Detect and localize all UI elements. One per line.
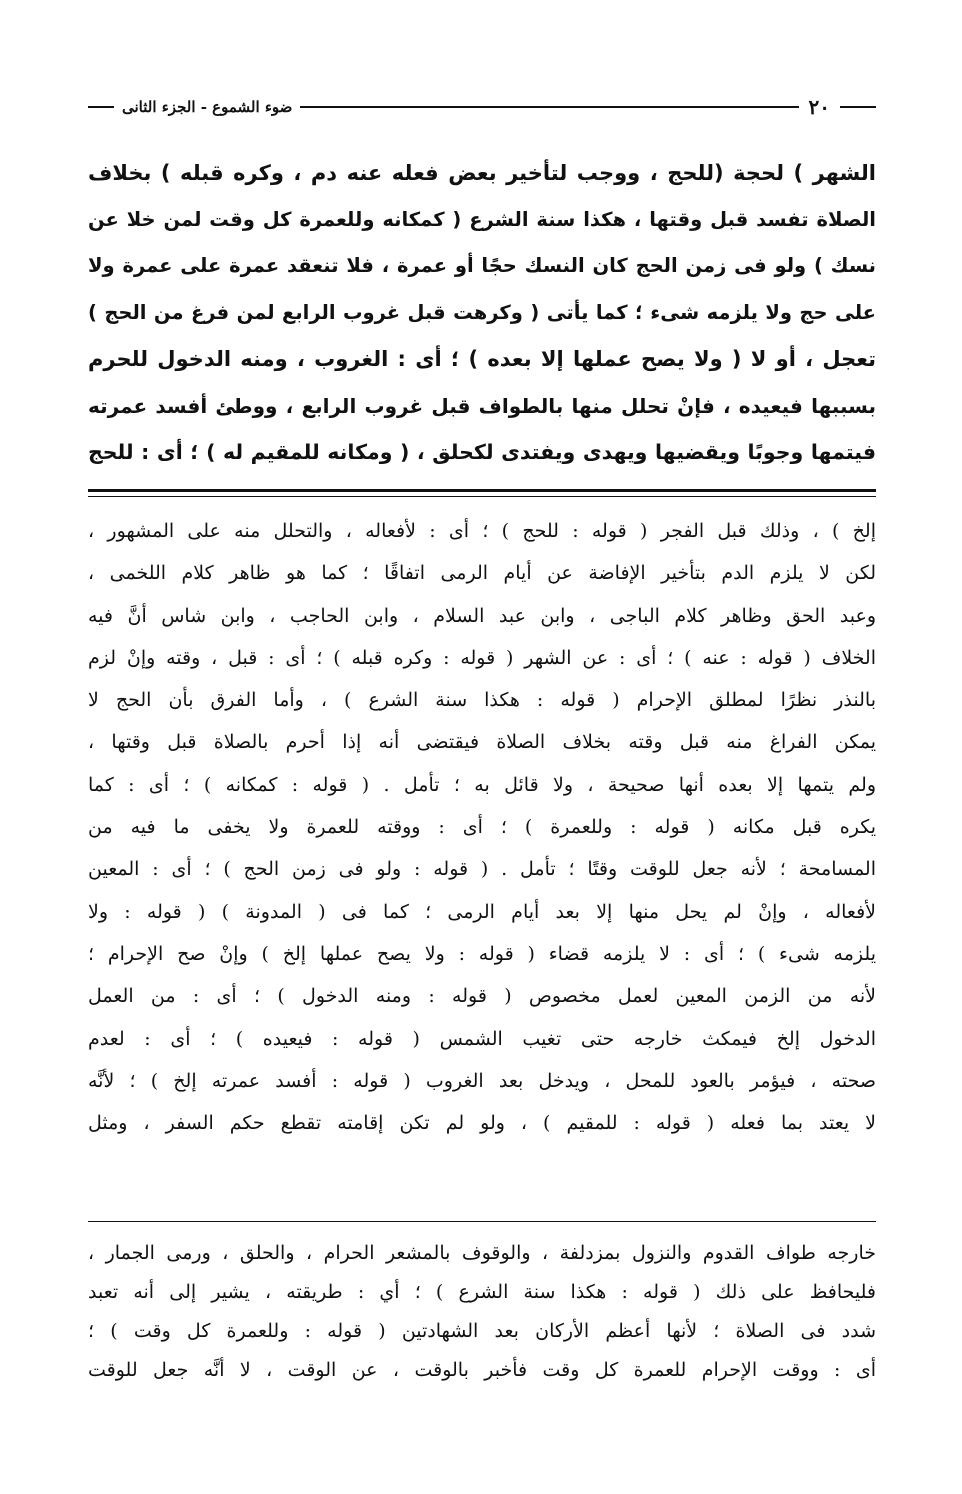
commentary-text [88, 510, 876, 1144]
commentary-line: لأنه من الزمن المعين لعمل مخصوص ( قوله : ومنه الدخول ) ؛ أى : من العمل [88, 985, 876, 1008]
footnote-line: خارجه طواف القدوم والنزول بمزدلفة ، والوقوف بالمشعر الحرام ، والحلق ، ورمى الجمار ، [88, 1242, 876, 1264]
header-rule-left [88, 106, 114, 108]
footnote-line: أى : ووقت الإحرام للعمرة كل وقت فأخبر بالوقت ، عن الوقت ، لا أنَّه جعل للوقت [88, 1359, 876, 1381]
commentary-line: لكن لا يلزم الدم بتأخير الإفاضة عن أيام الرمى اتفاقًا ؛ كما هو ظاهر كلام اللخمى ، [88, 562, 876, 585]
commentary-line: بالنذر نظرًا لمطلق الإحرام ( قوله : هكذا سنة الشرع ) ، وأما الفرق بأن الحج لا [88, 689, 876, 712]
commentary-line: ولم يتمها إلا بعده أنها صحيحة ، ولا قائل به ؛ تأمل . ( قوله : كمكانه ) ؛ أى : كما [88, 773, 876, 796]
main-text-line: الشهر ) لحجة (للحج ، ووجب لتأخير بعض فعله عنه دم ، وكره قبله ) بخلاف [88, 161, 876, 185]
commentary-line: الخلاف ( قوله : عنه ) ؛ أى : عن الشهر ( قوله : وكره قبله ) ؛ أى : قبل ، وقته وإنْ لزم [88, 646, 876, 669]
page-number: ٢٠ [808, 95, 830, 119]
footnote-divider [88, 1221, 876, 1222]
main-text-line: نسك ) ولو فى زمن الحج كان النسك حجًا أو عمرة ، فلا تنعقد عمرة على عمرة ولا [88, 254, 876, 277]
section-divider-thin [88, 496, 876, 497]
header-rule-middle [300, 106, 798, 108]
footnote-text [88, 1234, 876, 1390]
commentary-line: لا يعتد بما فعله ( قوله : للمقيم ) ، ولو لم تكن إقامته تقطع حكم السفر ، ومثل [88, 1112, 876, 1135]
commentary-line: لأفعاله ، وإنْ لم يحل منها إلا بعد أيام الرمى ؛ كما فى ( المدونة ) ( قوله : ولا [88, 900, 876, 923]
commentary-line: إلخ ) ، وذلك قبل الفجر ( قوله : للحج ) ؛ أى : لأفعاله ، والتحلل منه على المشهور ، [88, 520, 876, 542]
footnote-line: شدد فى الصلاة ؛ لأنها أعظم الأركان بعد الشهادتين ( قوله : وللعمرة كل وقت ) ؛ [88, 1320, 876, 1342]
main-text-line: على حج ولا يلزمه شىء ؛ كما يأتى ( وكرهت قبل غروب الرابع لمن فرغ من الحج ) [88, 300, 876, 324]
commentary-line: يمكن الفراغ منه قبل وقته بخلاف الصلاة فيقتضى أنه إذا أحرم بالصلاة قبل وقتها ، [88, 731, 876, 754]
section-divider-thick [88, 489, 876, 492]
commentary-line: صحته ، فيؤمر بالعود للمحل ، ويدخل بعد الغروب ( قوله : أفسد عمرته إلخ ) ؛ لأنَّه [88, 1069, 876, 1092]
main-text-line: بسببها فيعيده ، فإنْ تحلل منها بالطواف قبل غروب الرابع ، ووطئ أفسد عمرته [88, 393, 876, 418]
commentary-line: يلزمه شىء ) ؛ أى : لا يلزمه قضاء ( قوله : ولا يصح عملها إلخ ) وإنْ صح الإحرام ؛ [88, 942, 876, 965]
commentary-line: المسامحة ؛ لأنه جعل للوقت وقتًا ؛ تأمل . ( قوله : ولو فى زمن الحج ) ؛ أى : المعين [88, 858, 876, 881]
header-title: ضوء الشموع - الجزء الثانى [122, 98, 293, 116]
running-header [88, 92, 876, 122]
commentary-line: الدخول إلخ فيمكث خارجه حتى تغيب الشمس ( قوله : فيعيده ) ؛ أى : لعدم [88, 1027, 876, 1050]
header-rule-right [840, 106, 876, 108]
main-text [88, 150, 876, 476]
main-text-line: تعجل ، أو لا ( ولا يصح عملها إلا بعده ) ؛ أى : الغروب ، ومنه الدخول للحرم [88, 347, 876, 371]
main-text-line: فيتمها وجوبًا ويقضيها ويهدى ويفتدى لكحلق ، ( ومكانه للمقيم له ) ؛ أى : للحج [88, 440, 876, 464]
commentary-line: وعبد الحق وظاهر كلام الباجى ، وابن عبد السلام ، وابن الحاجب ، وابن شاس أنَّ فيه [88, 604, 876, 627]
commentary-line: يكره قبل مكانه ( قوله : وللعمرة ) ؛ أى : ووقته للعمرة ولا يخفى ما فيه من [88, 816, 876, 839]
main-text-line: الصلاة تفسد قبل وقتها ، هكذا سنة الشرع ( كمكانه وللعمرة كل وقت لمن خلا عن [88, 207, 876, 231]
footnote-line: فليحافظ على ذلك ( قوله : هكذا سنة الشرع ) ؛ أي : طريقته ، يشير إلى أنه تعبد [88, 1281, 876, 1303]
